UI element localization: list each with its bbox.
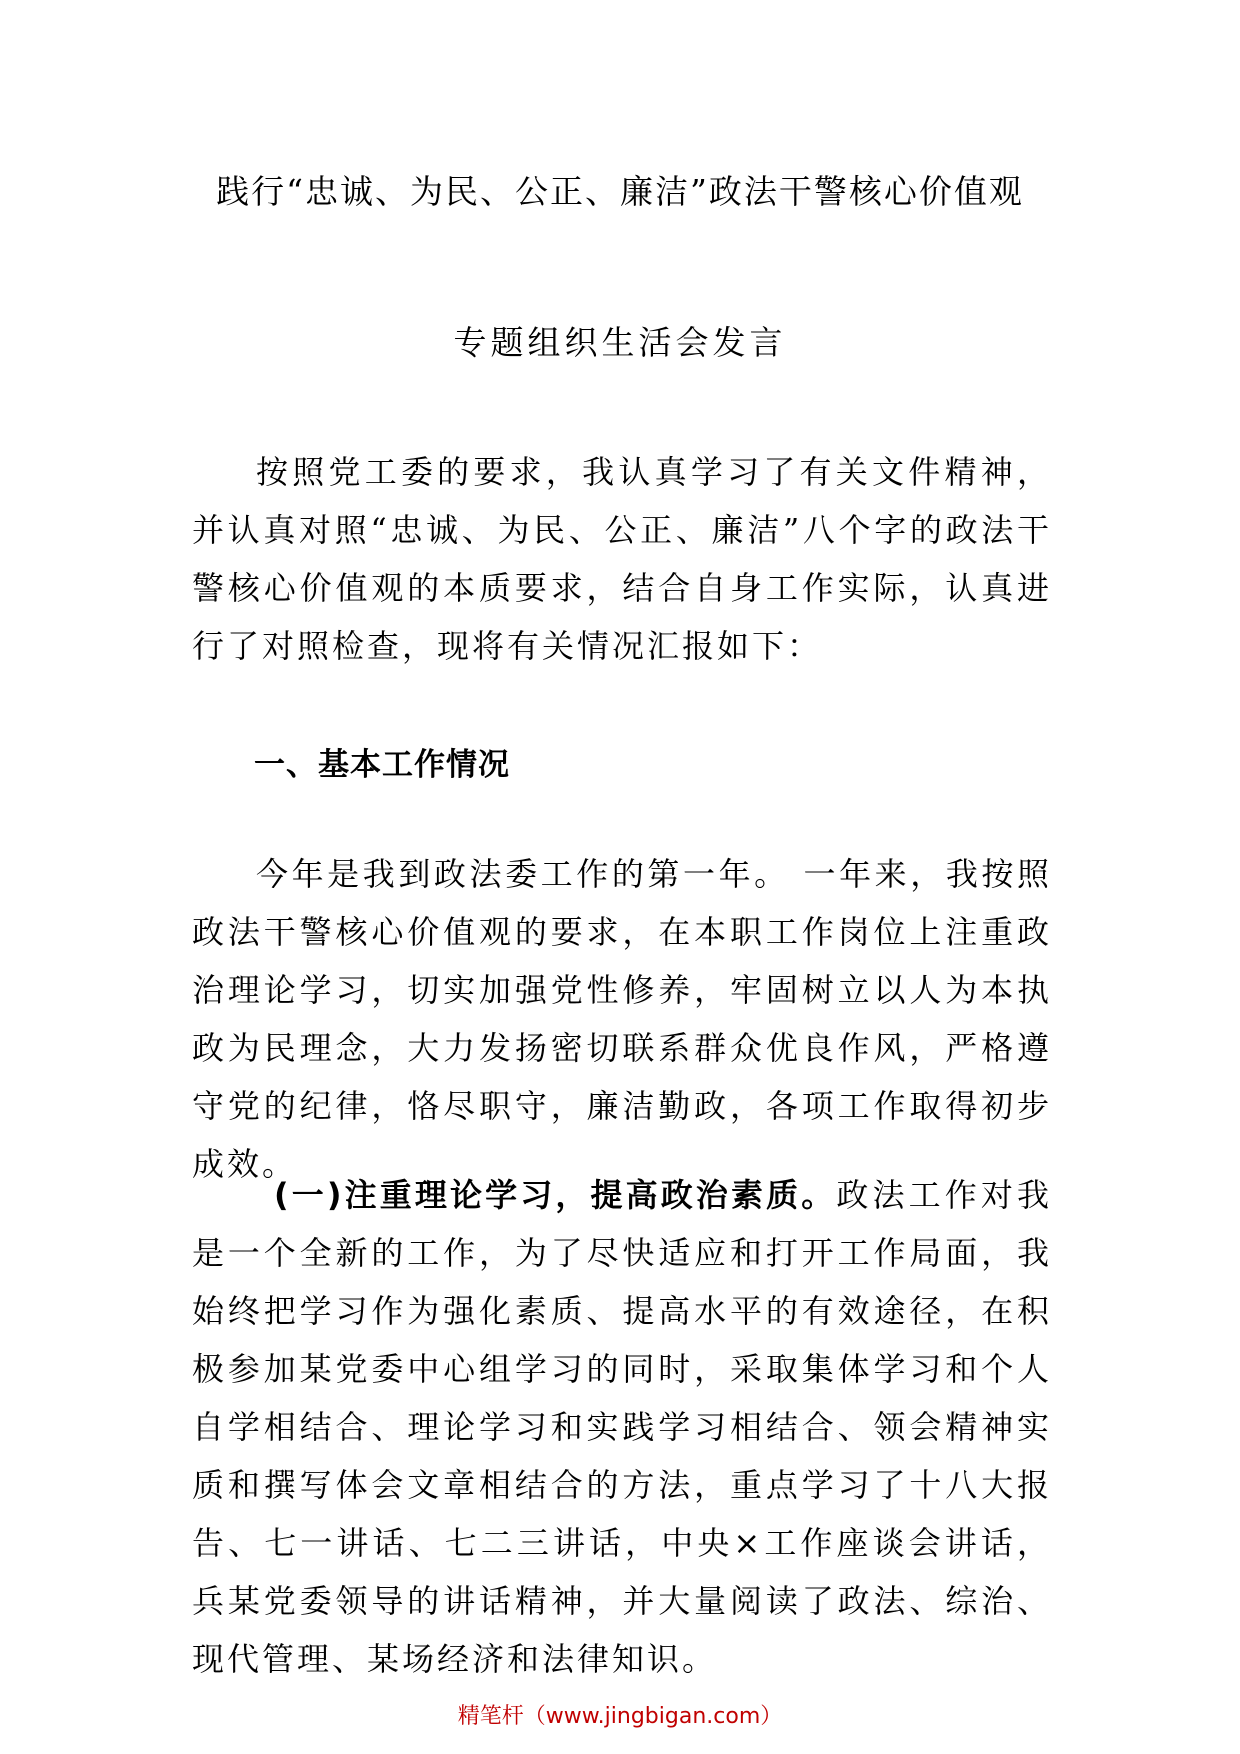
intro-paragraph: 按照党工委的要求，我认真学习了有关文件精神，并认真对照“忠诚、为民、公正、廉洁”八个字的政法干警核心价值观的本质要求，结合自身工作实际，认真进行了对照检查，现将有关情况汇报如下：	[192, 453, 1052, 665]
section1-paragraph: 今年是我到政法委工作的第一年。 一年来，我按照政法干警核心价值观的要求，在本职工作岗位上注重政治理论学习，切实加强党性修养，牢固树立以人为本执政为民理念，大力发扬密切联系群众优良作风，严格遵守党的纪律，恪尽职守，廉洁勤政，各项工作取得初步成效。	[192, 855, 1052, 1183]
footer-watermark: 精笔杆（www.jingbigan.com）	[457, 1704, 783, 1729]
section-heading-basic-work: 一、基本工作情况	[254, 747, 510, 783]
subsection1-paragraph	[192, 1166, 1052, 1688]
document-title-line2: 专题组织生活会发言	[453, 323, 787, 362]
document-title-line1: 践行“忠诚、为民、公正、廉洁”政法干警核心价值观	[216, 172, 1024, 211]
subsection1-body: 政法工作对我是一个全新的工作，为了尽快适应和打开工作局面，我始终把学习作为强化素质、提高水平的有效途径，在积极参加某党委中心组学习的同时，采取集体学习和个人自学相结合、理论学习和实践学习相结合、领会精神实质和撰写体会文章相结合的方法，重点学习了十八大报告、七一讲话、七二三讲话，中央×工作座谈会讲话，兵某党委领导的讲话精神，并大量阅读了政法、综治、现代管理、某场经济和法律知识。	[192, 1176, 1052, 1678]
subsection1-lead: (一)注重理论学习，提高政治素质。	[274, 1176, 837, 1214]
